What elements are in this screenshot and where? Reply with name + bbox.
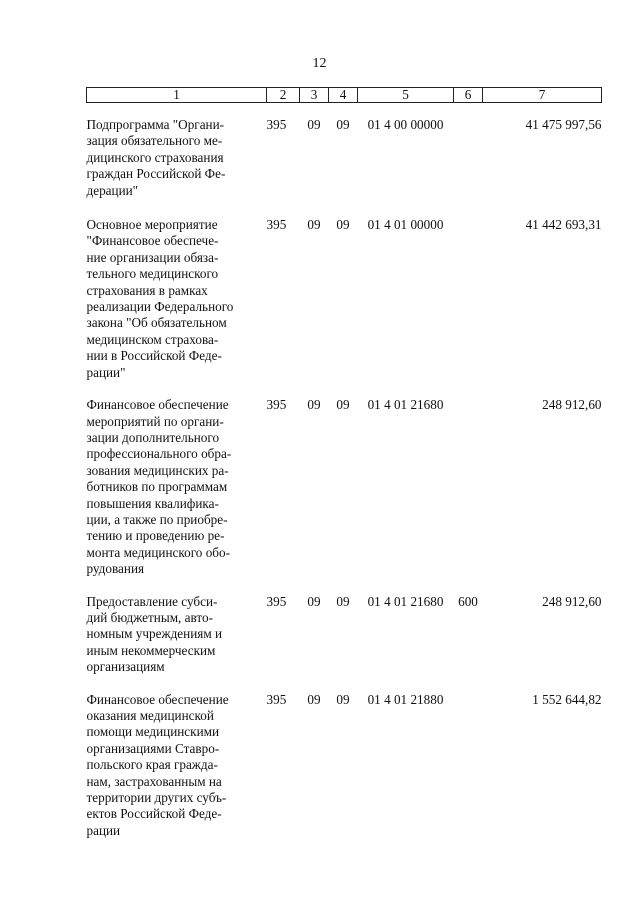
row-name-line: помощи медицинскими (86, 724, 220, 740)
row-name-line: повышения квалифика- (86, 495, 219, 511)
row-name-line: Подпрограмма "Органи- (86, 117, 225, 132)
row-code-admin: 395 (266, 397, 287, 413)
row-code-subsection: 09 (336, 593, 350, 609)
row-name-line: иным некоммерческим (86, 642, 216, 658)
row-name-line: рудования (86, 561, 145, 577)
row-name (87, 103, 267, 200)
row-code-expense-type (454, 381, 483, 577)
row-code-target: 01 4 01 00000 (367, 217, 444, 233)
row-name-line: дий бюджетным, авто- (86, 609, 213, 625)
row-amount: 248 912,60 (542, 397, 602, 413)
row-name-line: организациями Ставро- (86, 740, 220, 756)
row-name-line: дицинского страхования (86, 149, 224, 165)
row-code-target: 01 4 00 00000 (367, 117, 444, 132)
row-name-line: страхования в рамках (86, 282, 208, 298)
row-name-line: зация обязательного ме- (86, 133, 223, 149)
row-name-line: профессионального обра- (86, 446, 232, 462)
row-name-line: ции, а также по приобре- (86, 511, 228, 527)
row-name-line: Основное мероприятие (86, 217, 218, 233)
row-amount: 248 912,60 (542, 593, 602, 609)
row-code-target: 01 4 01 21680 (367, 593, 444, 609)
row-name-line: Финансовое обеспечение (86, 397, 229, 413)
table-row (87, 676, 602, 840)
col-header-6: 6 (454, 88, 483, 103)
row-name-line: медицинском страхова- (86, 331, 219, 347)
row-code-section: 09 (307, 117, 321, 132)
row-name-line: дерации" (86, 182, 139, 198)
row-code-section: 09 (307, 397, 321, 413)
row-code-section: 09 (307, 217, 321, 233)
row-code-subsection: 09 (336, 117, 350, 132)
row-name-line: Предоставление субси- (86, 593, 218, 609)
table-row (87, 199, 602, 381)
row-name-line: реализации Федерального (86, 299, 234, 315)
row-code-expense-type: 600 (458, 593, 478, 609)
row-name (87, 199, 267, 381)
row-code-target: 01 4 01 21680 (367, 397, 444, 413)
row-code-target: 01 4 01 21880 (367, 691, 444, 707)
row-name (87, 381, 267, 577)
row-name-line: мероприятий по органи- (86, 413, 224, 429)
row-code-admin: 395 (266, 691, 287, 707)
col-header-1: 1 (87, 88, 267, 103)
row-name-line: ботников по программам (86, 479, 228, 495)
row-name-line: ние организации обяза- (86, 249, 219, 265)
row-code-section: 09 (307, 593, 321, 609)
row-name-line: номным учреждениям и (86, 626, 223, 642)
row-name-line: рации (86, 822, 121, 838)
row-code-admin: 395 (266, 217, 287, 233)
table-row (87, 578, 602, 676)
row-name-line: нам, застрахованным на (86, 773, 222, 789)
row-amount: 1 552 644,82 (532, 691, 602, 707)
row-amount: 41 442 693,31 (525, 217, 602, 233)
row-code-section: 09 (307, 691, 321, 707)
row-name-line: польского края гражда- (86, 757, 218, 773)
row-code-subsection: 09 (336, 691, 350, 707)
row-name-line: монта медицинского обо- (86, 544, 230, 560)
row-name-line: "Финансовое обеспече- (86, 233, 219, 249)
row-name (87, 578, 267, 676)
row-code-subsection: 09 (336, 397, 350, 413)
row-name-line: Финансовое обеспечение (86, 691, 229, 707)
row-code-expense-type (454, 676, 483, 840)
col-header-5: 5 (358, 88, 454, 103)
header-row (87, 88, 602, 103)
row-name-line: тению и проведению ре- (86, 528, 225, 544)
row-name-line: оказания медицинской (86, 708, 214, 723)
col-header-3: 3 (300, 88, 329, 103)
row-code-expense-type (454, 199, 483, 381)
row-name-line: организациям (86, 659, 165, 675)
row-name-line: зации дополнительного (86, 429, 220, 445)
col-header-2: 2 (267, 88, 300, 103)
row-name-line: рации" (86, 364, 126, 380)
row-name-line: зования медицинских ра- (86, 462, 229, 478)
table-row (87, 381, 602, 577)
row-name (87, 676, 267, 840)
col-header-4: 4 (329, 88, 358, 103)
table-row (87, 103, 602, 200)
row-code-subsection: 09 (336, 217, 350, 233)
row-code-expense-type (454, 103, 483, 200)
row-name-line: закона "Об обязательном (86, 315, 227, 331)
row-name-line: граждан Российской Фе- (86, 166, 226, 182)
row-amount: 41 475 997,56 (525, 117, 602, 132)
row-name-line: территории других субъ- (86, 790, 227, 806)
row-code-admin: 395 (266, 593, 287, 609)
budget-table (86, 87, 602, 839)
row-name-line: тельного медицинского (86, 266, 219, 282)
row-name-line: ектов Российской Феде- (86, 806, 222, 822)
row-code-admin: 395 (266, 117, 287, 132)
col-header-7: 7 (483, 88, 602, 103)
page-number: 12 (312, 56, 327, 71)
row-name-line: нии в Российской Феде- (86, 348, 222, 364)
